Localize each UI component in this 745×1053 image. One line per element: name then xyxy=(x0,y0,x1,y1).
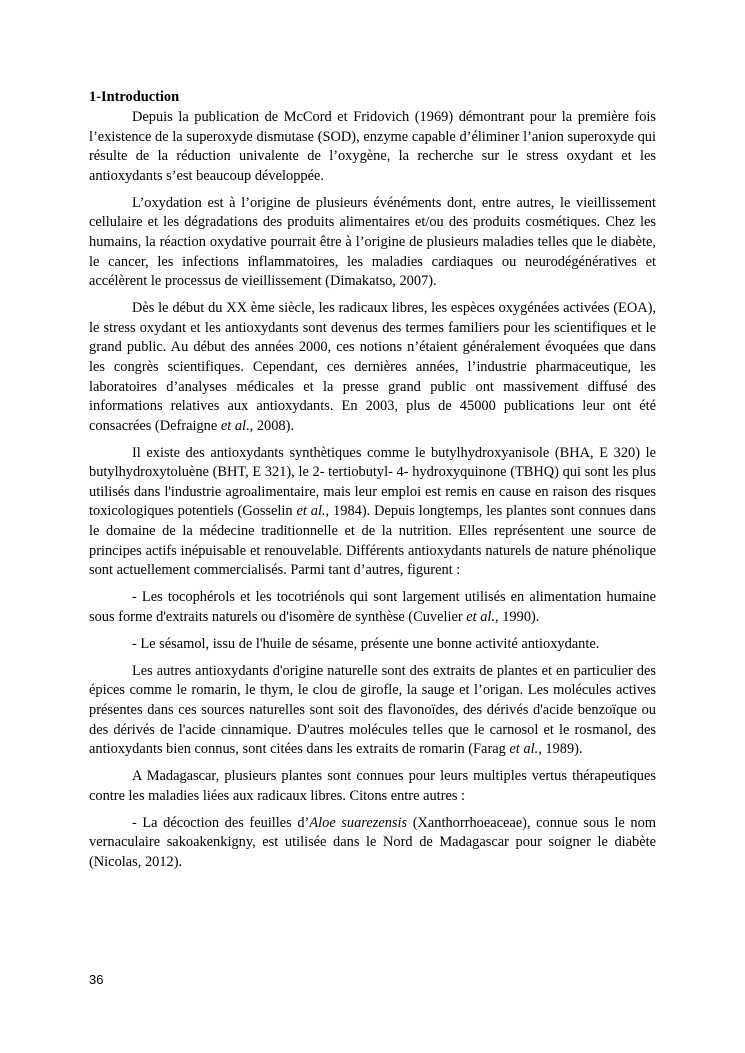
paragraph-text: Les autres antioxydants d'origine naturelle sont des extraits de plantes et en particulier des épices comme le romarin, le thym, le clou de girofle, la sauge et l’origan. Les molécules actives présentes dans ces sources naturelles sont soit des flavonoïdes, des dérivés d'acide benzoïque ou des dérivés de l'acide cinnamique. D'autres molécules telles que le carnosol et le rosmanol, des antioxydants bien connus, sont citées dans les extraits de romarin (Farag xyxy=(89,662,656,758)
paragraph-text: - La décoction des feuilles d’ xyxy=(132,814,310,831)
list-item-sesamol xyxy=(89,635,656,655)
document-page xyxy=(89,88,656,880)
paragraph-italic: et al. xyxy=(509,741,539,758)
paragraph-text: (Xanthorrhoeaceae), connue sous le nom vernaculaire sakoakenkigny, est utilisée dans le Nord de Madagascar pour soigner le diabète (Nicolas, 2012). xyxy=(89,814,656,870)
paragraph-natural-antioxidants xyxy=(89,662,656,760)
paragraph-text: ., 2008). xyxy=(246,417,294,434)
paragraph-text: Il existe des antioxydants synthètiques comme le butylhydroxyanisole (BHA, E 320) le butylhydroxytoluène (BHT, E 321), le 2- tertiobutyl- 4- hydroxyquinone (TBHQ) qui sont les plus utilisés dans l'industrie agroalimentaire, mais leur emploi est remis en cause en raison des risques toxicologiques potentiels (Gosselin xyxy=(89,444,656,520)
paragraph-italic: et al., xyxy=(296,503,330,520)
paragraph-text: , 1989). xyxy=(538,741,583,758)
paragraph-sod-history xyxy=(89,108,656,186)
paragraph-italic: Aloe suarezensis xyxy=(309,814,408,831)
paragraph-synthetic-antioxidants xyxy=(89,444,656,581)
paragraph-madagascar xyxy=(89,767,656,806)
paragraph-text: - Les tocophérols et les tocotriénols qui sont largement utilisés en alimentation humaine sous forme d'extraits naturels ou d'isomère de synthèse (Cuvelier xyxy=(89,589,656,625)
list-item-aloe xyxy=(89,814,656,873)
paragraph-text: L’oxydation est à l’origine de plusieurs événéments dont, entre autres, le vieillissement cellulaire et les dégradations des produits alimentaires et/ou des produits cosmétiques. Chez les humains, la réaction oxydative pourrait être à l’origine de plusieurs maladies telles que le diabète, le cancer, les infections inflammatoires, les maladies cardiaques ou neurodégénératives et accélèrent le processus de vieillissement (Dimakatso, 2007). xyxy=(89,194,656,290)
paragraph-oxidation xyxy=(89,194,656,292)
paragraph-text: 1984). Depuis longtemps, les plantes sont connues dans le domaine de la médecine traditionnelle et de la nutrition. Elles représentent une source de principes actifs inépuisable et renouvelable. Différents antioxydants naturels de nature phénolique sont actuellement commercialisés. Parmi tant d’autres, figurent : xyxy=(89,503,657,579)
paragraph-text: , 1990). xyxy=(495,608,540,625)
paragraph-text: - Le sésamol, issu de l'huile de sésame, présente une bonne activité antioxydante. xyxy=(132,635,600,652)
paragraph-text: A Madagascar, plusieurs plantes sont connues pour leurs multiples vertus thérapeutiques contre les maladies liées aux radicaux libres. Citons entre autres : xyxy=(89,768,656,804)
paragraph-text: Depuis la publication de McCord et Fridovich (1969) démontrant pour la première fois l’existence de la superoxyde dismutase (SOD), enzyme capable d’éliminer l’anion superoxyde qui résulte de la réduction univalente de l’oxygène, la recherche sur le stress oxydant et les antioxydants s’est beaucoup développée. xyxy=(89,109,656,184)
paragraph-free-radicals xyxy=(89,299,656,436)
page-number: 36 xyxy=(89,972,104,987)
paragraph-italic: et al. xyxy=(466,608,496,625)
paragraph-italic: et al xyxy=(220,417,247,434)
section-heading: 1-Introduction xyxy=(89,89,180,105)
paragraph-text: Dès le début du XX ème siècle, les radicaux libres, les espèces oxygénées activées (EOA), le stress oxydant et les antioxydants sont devenus des termes familiers pour les scientifiques et le grand public. Au début des années 2000, ces notions n’étaient généralement évoquées que dans les congrès scientifiques. Cependant, ces dernières années, l’industrie pharmaceutique, les laboratoires d’analyses médicales et la presse grand public ont massivement diffusé des informations relatives aux antioxydants. En 2003, plus de 45000 publications leur ont été consacrées (Defraigne xyxy=(89,300,656,434)
list-item-tocopherols xyxy=(89,588,656,627)
